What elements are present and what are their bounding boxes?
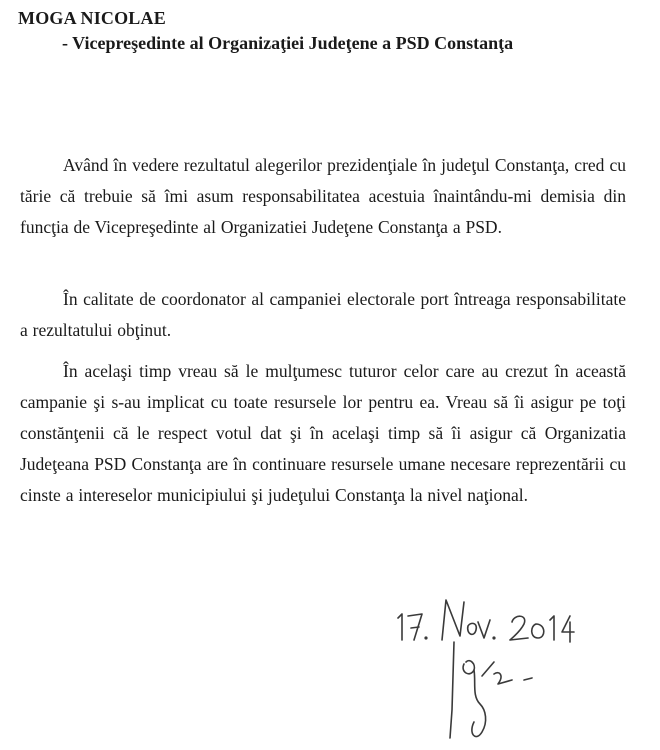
paragraph-1: Având în vedere rezultatul alegerilor prezidenţiale în judeţul Constanţa, cred cu tărie că trebuie să îmi asum responsabilitatea acestuia înaintându-mi demisia din funcţia de Vicepreşedinte al Organizatiei Judeţene Constanţa a PSD. xyxy=(20,155,626,237)
paragraph-3: În acelaşi timp vreau să le mulţumesc tuturor celor care au crezut în această campanie şi s-au implicat cu toate resursele lor pentru ea. Vreau să îi asigur pe toţi constănţenii că le respect votul dat şi în acelaşi timp să îi asigur că Organizatia Judeţeana PSD Constanţa are în continuare resursele umane necesare reprezentării cu cinste a intereselor municipiului şi judeţului Constanţa la nivel naţional. xyxy=(20,361,626,505)
paragraph-2: În calitate de coordonator al campaniei electorale port întreaga responsabilitate a rezultatului obţinut. xyxy=(20,289,626,340)
paragraph-1-block xyxy=(20,150,626,243)
signature-drawing xyxy=(390,592,590,742)
paragraph-3-block xyxy=(20,356,626,511)
author-name: MOGA NICOLAE xyxy=(18,8,166,28)
handwritten-signature xyxy=(390,592,590,742)
author-role: - Vicepreşedinte al Organizaţiei Judeţene a PSD Constanţa xyxy=(62,33,514,53)
paragraph-2-block xyxy=(20,284,626,346)
